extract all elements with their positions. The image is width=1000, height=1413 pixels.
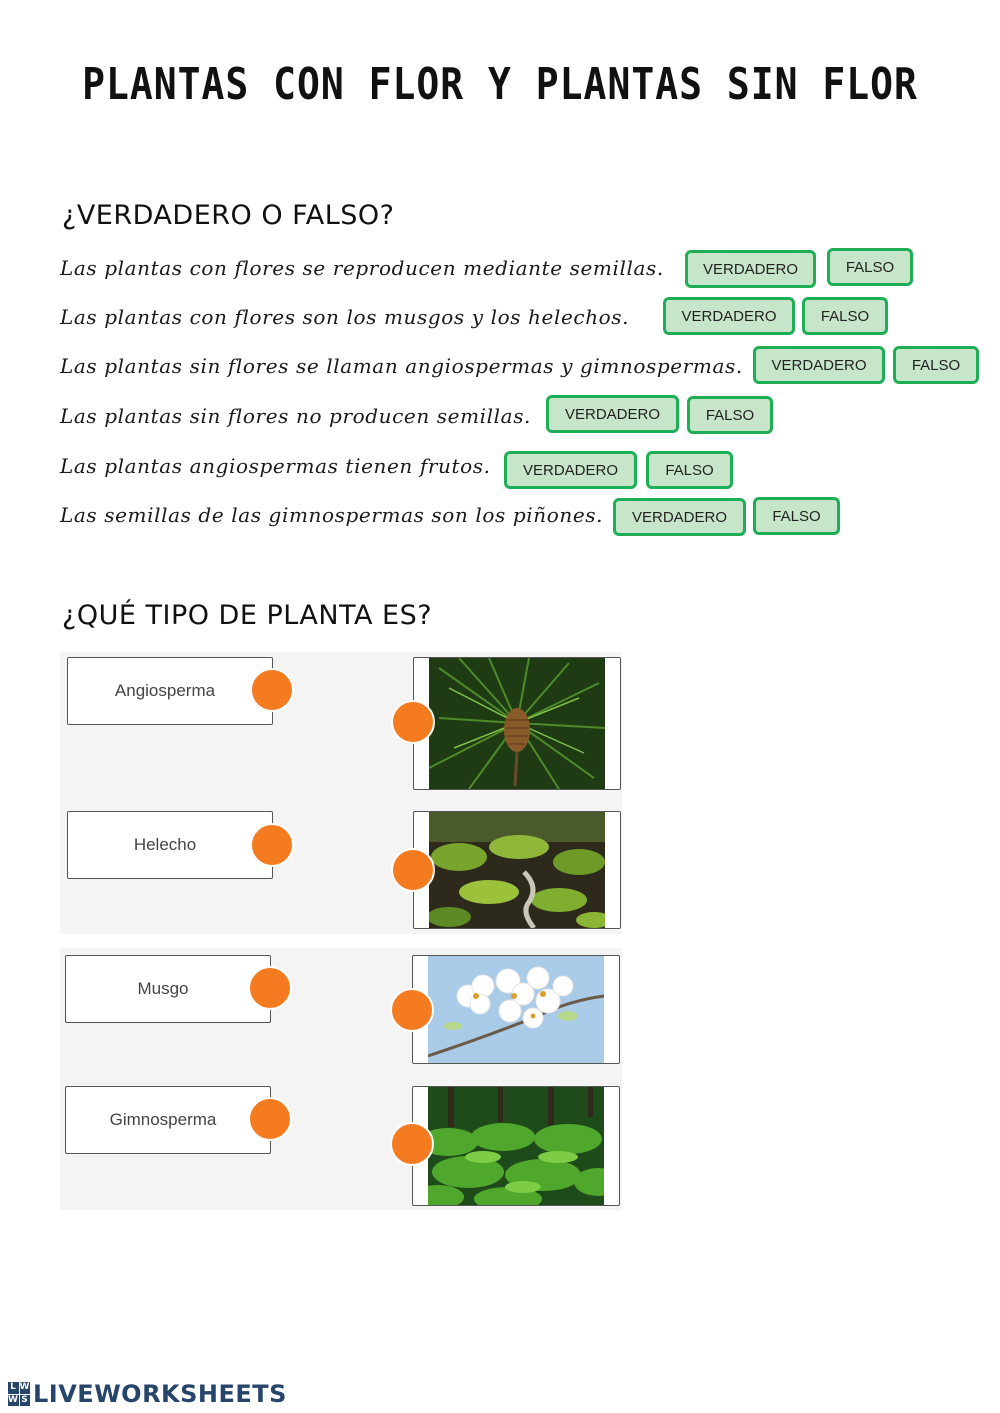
connector-dot[interactable] xyxy=(250,668,294,712)
false-button[interactable]: FALSO xyxy=(687,396,773,434)
connector-dot[interactable] xyxy=(248,1097,292,1141)
image-card[interactable] xyxy=(412,1086,620,1206)
image-card[interactable] xyxy=(412,955,620,1064)
fern-forest-image xyxy=(428,1087,604,1205)
image-card[interactable] xyxy=(413,811,621,929)
connector-dot[interactable] xyxy=(390,1122,434,1166)
true-false-heading: ¿VERDADERO O FALSO? xyxy=(62,200,395,231)
connector-dot[interactable] xyxy=(248,966,292,1010)
false-button[interactable]: FALSO xyxy=(827,248,913,286)
logo-mark-letter: W xyxy=(19,1382,30,1392)
true-button[interactable]: VERDADERO xyxy=(546,395,679,433)
moss-rocks-image xyxy=(429,812,605,928)
label-musgo[interactable]: Musgo xyxy=(65,955,271,1023)
false-button[interactable]: FALSO xyxy=(893,346,979,384)
false-button[interactable]: FALSO xyxy=(753,497,840,535)
statement-text: Las plantas sin flores no producen semillas. xyxy=(60,404,532,428)
true-button[interactable]: VERDADERO xyxy=(504,451,637,489)
statement-text: Las plantas sin flores se llaman angiospermas y gimnospermas. xyxy=(60,354,743,378)
true-button[interactable]: VERDADERO xyxy=(663,297,795,335)
label-angiosperma[interactable]: Angiosperma xyxy=(67,657,273,725)
label-helecho[interactable]: Helecho xyxy=(67,811,273,879)
pine-cone-image xyxy=(429,658,605,789)
statement-text: Las plantas con flores son los musgos y los helechos. xyxy=(60,305,630,329)
connector-dot[interactable] xyxy=(250,823,294,867)
connector-dot[interactable] xyxy=(391,700,435,744)
logo-mark-letter: W xyxy=(8,1394,19,1405)
image-card[interactable] xyxy=(413,657,621,790)
label-gimnosperma[interactable]: Gimnosperma xyxy=(65,1086,271,1154)
statement-text: Las semillas de las gimnospermas son los piñones. xyxy=(60,503,604,527)
logo-mark-letter: L xyxy=(8,1382,19,1394)
matching-heading: ¿QUÉ TIPO DE PLANTA ES? xyxy=(62,600,433,631)
false-button[interactable]: FALSO xyxy=(802,297,888,335)
logo-text: LIVEWORKSHEETS xyxy=(33,1380,287,1408)
connector-dot[interactable] xyxy=(391,848,435,892)
statement-text: Las plantas angiospermas tienen frutos. xyxy=(60,454,491,478)
page-title: PLANTAS CON FLOR Y PLANTAS SIN FLOR xyxy=(82,58,918,110)
true-button[interactable]: VERDADERO xyxy=(685,250,816,288)
white-flowers-image xyxy=(428,956,604,1063)
true-button[interactable]: VERDADERO xyxy=(753,346,885,384)
connector-dot[interactable] xyxy=(390,988,434,1032)
statement-text: Las plantas con flores se reproducen mediante semillas. xyxy=(60,256,664,280)
logo-mark-letter: S xyxy=(21,1394,29,1405)
logo-mark-icon xyxy=(8,1382,30,1406)
liveworksheets-logo[interactable] xyxy=(8,1380,287,1408)
true-button[interactable]: VERDADERO xyxy=(613,498,746,536)
false-button[interactable]: FALSO xyxy=(646,451,733,489)
